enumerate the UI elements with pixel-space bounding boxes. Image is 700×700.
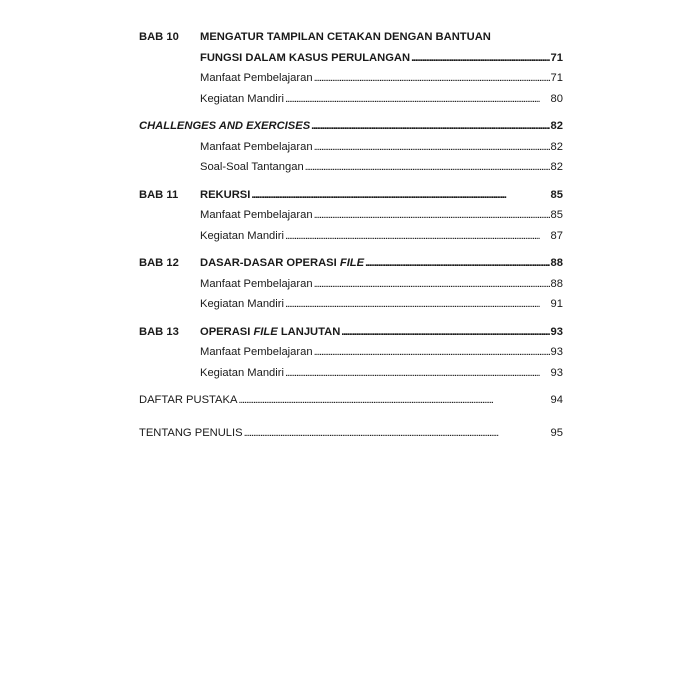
toc-group-bab-12 <box>139 253 563 315</box>
chapter-number: BAB 12 <box>139 257 179 269</box>
subentry-title: Kegiatan Mandiri <box>200 366 284 379</box>
page-number: 85 <box>550 209 563 221</box>
page-number: 88 <box>550 277 563 290</box>
dot-leader <box>244 423 550 444</box>
toc-section-entry <box>139 423 563 444</box>
dot-leader <box>314 342 550 363</box>
chapter-title-prefix: DASAR-DASAR OPERASI <box>200 257 337 269</box>
dot-leader <box>314 68 550 89</box>
section-title: TENTANG PENULIS <box>139 426 243 439</box>
toc-subentry <box>139 226 563 247</box>
chapter-title-suffix: LANJUTAN <box>280 325 341 338</box>
toc-chapter-heading <box>139 185 563 206</box>
subentry-title: Manfaat Pembelajaran <box>200 277 313 290</box>
toc-chapter-heading <box>139 27 563 48</box>
table-of-contents <box>139 27 563 450</box>
toc-group-challenges <box>139 116 563 178</box>
page-number: 91 <box>550 298 563 310</box>
toc-group-bab-10 <box>139 27 563 109</box>
toc-subentry <box>139 89 563 110</box>
subentry-title: Soal-Soal Tantangan <box>200 161 304 173</box>
toc-subentry <box>139 205 563 226</box>
dot-leader <box>285 363 550 384</box>
chapter-title-line-2: FUNGSI DALAM KASUS PERULANGAN <box>200 51 411 64</box>
chapter-title-italic: FILE <box>339 257 365 269</box>
page-number: 82 <box>550 120 563 132</box>
toc-group-tentang-penulis <box>139 423 563 444</box>
page-number: 94 <box>550 394 563 406</box>
chapter-number: BAB 11 <box>139 188 179 201</box>
chapter-title: REKURSI <box>200 188 251 201</box>
toc-subentry <box>139 137 563 158</box>
toc-chapter-heading-continued <box>139 48 563 69</box>
chapter-title <box>200 253 364 274</box>
chapter-number: BAB 10 <box>139 31 179 43</box>
subentry-title: Kegiatan Mandiri <box>200 298 284 310</box>
dot-leader <box>314 137 550 158</box>
subentry-title: Kegiatan Mandiri <box>200 229 284 242</box>
dot-leader <box>285 89 550 110</box>
page-number: 82 <box>550 140 563 153</box>
toc-chapter-heading <box>139 322 563 343</box>
chapter-title <box>200 322 340 343</box>
chapter-title-line-1: MENGATUR TAMPILAN CETAKAN DENGAN BANTUAN <box>200 31 491 43</box>
dot-leader <box>341 322 549 343</box>
dot-leader <box>285 294 550 315</box>
page-number: 71 <box>550 51 563 64</box>
dot-leader <box>365 253 549 274</box>
dot-leader <box>311 116 549 137</box>
toc-group-daftar-pustaka <box>139 390 563 411</box>
dot-leader <box>305 157 550 178</box>
toc-group-bab-11 <box>139 185 563 247</box>
page-number: 88 <box>550 257 563 269</box>
toc-subentry <box>139 363 563 384</box>
toc-subentry <box>139 68 563 89</box>
subentry-title: Manfaat Pembelajaran <box>200 140 313 153</box>
section-title: CHALLENGES AND EXERCISES <box>139 120 311 132</box>
subentry-title: Kegiatan Mandiri <box>200 92 284 105</box>
toc-subentry <box>139 157 563 178</box>
toc-subentry <box>139 294 563 315</box>
toc-group-bab-13 <box>139 322 563 384</box>
subentry-title: Manfaat Pembelajaran <box>200 346 313 358</box>
chapter-title-prefix: OPERASI <box>200 325 251 338</box>
chapter-number: BAB 13 <box>139 325 179 338</box>
page-number: 85 <box>550 188 563 201</box>
section-title: DAFTAR PUSTAKA <box>139 394 238 406</box>
toc-subentry <box>139 274 563 295</box>
page-number: 71 <box>550 72 563 84</box>
toc-section-entry <box>139 390 563 411</box>
page-number: 87 <box>550 229 563 242</box>
page-number: 93 <box>550 366 563 379</box>
page-number: 93 <box>550 325 563 338</box>
toc-chapter-heading <box>139 253 563 274</box>
dot-leader <box>314 205 550 226</box>
page-number: 95 <box>550 426 563 439</box>
toc-section-heading <box>139 116 563 137</box>
page-number: 93 <box>550 346 563 358</box>
subentry-title: Manfaat Pembelajaran <box>200 209 313 221</box>
dot-leader <box>314 274 550 295</box>
dot-leader <box>285 226 550 247</box>
page-number: 80 <box>550 92 563 105</box>
toc-subentry <box>139 342 563 363</box>
dot-leader <box>251 185 549 206</box>
page-number: 82 <box>550 161 563 173</box>
subentry-title: Manfaat Pembelajaran <box>200 72 313 84</box>
chapter-title-italic: FILE <box>253 325 278 338</box>
dot-leader <box>411 48 549 69</box>
dot-leader <box>238 390 549 411</box>
